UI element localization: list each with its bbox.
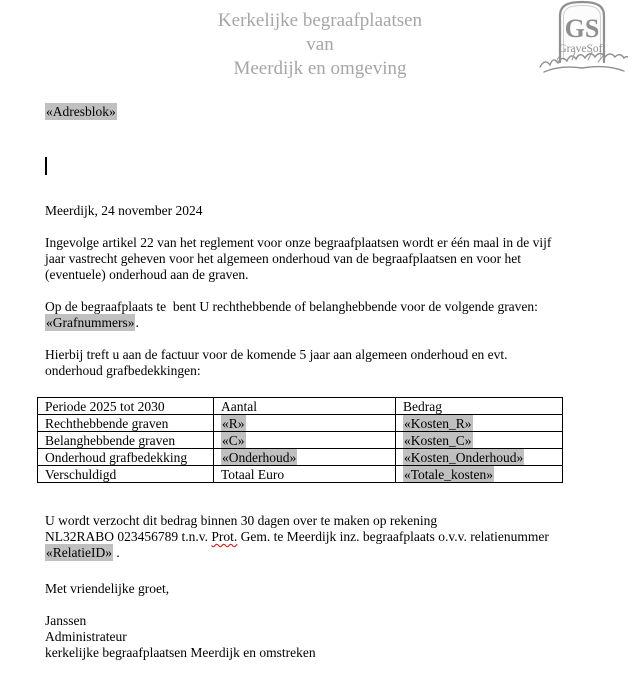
paragraph-line: jaar vastrecht geheven voor het algemeen onderhoud van de begraafplaatsen en voor het [45, 251, 522, 266]
kosten-r-merge-field[interactable]: «Kosten_R» [404, 415, 472, 431]
table-header-row [38, 398, 563, 415]
cell-aantal [214, 415, 396, 432]
letterhead-title-line2: van [306, 34, 334, 55]
cell-bedrag [396, 449, 563, 466]
paragraph-line: Hierbij treft u aan de factuur voor de komende 5 jaar aan algemeen onderhoud en evt. [45, 347, 508, 362]
cell-aantal: Totaal Euro [214, 466, 396, 483]
relatieid-merge-field[interactable]: «RelatieID» [46, 545, 112, 560]
signature-name: Janssen [45, 613, 87, 628]
paragraph-line: onderhoud grafbedekkingen: [45, 363, 201, 378]
paragraph-payment [45, 513, 610, 561]
r-merge-field[interactable]: «R» [222, 415, 245, 431]
text-after-field: . [135, 315, 139, 330]
cell-bedrag [396, 466, 563, 483]
c-merge-field[interactable]: «C» [222, 432, 245, 448]
bank-account-text-rest: Gem. te Meerdijk inz. begraafplaats o.v.v. relatienummer [237, 529, 549, 544]
onderhoud-merge-field[interactable]: «Onderhoud» [222, 449, 297, 465]
table-row [38, 432, 563, 449]
totale-kosten-merge-field[interactable]: «Totale_kosten» [404, 466, 494, 482]
paragraph-line: Op de begraafplaats te bent U rechthebbende of belanghebbende voor de volgende graven: [45, 299, 538, 314]
cell-label: Belanghebbende graven [38, 432, 214, 449]
table-row [38, 449, 563, 466]
paragraph-vastrecht [45, 235, 610, 283]
table-row [38, 415, 563, 432]
paragraph-factuur [45, 347, 610, 379]
table-row [38, 466, 563, 483]
bank-account-text: NL32RABO 023456789 t.n.v. [45, 529, 212, 544]
closing-salutation: Met vriendelijke groet, [45, 581, 170, 596]
logo-initials: GS [564, 14, 600, 43]
cell-label: Rechthebbende graven [38, 415, 214, 432]
text-after-field: . [112, 545, 120, 560]
signature-block [45, 613, 610, 661]
cell-label: Verschuldigd [38, 466, 214, 483]
signature-org: kerkelijke begraafplaatsen Meerdijk en omstreken [45, 645, 316, 660]
paragraph-line [45, 545, 610, 561]
paragraph-line: U wordt verzocht dit bedrag binnen 30 dagen over te maken op rekening [45, 513, 438, 528]
misspelled-word: Prot. [211, 529, 238, 544]
kosten-onderhoud-merge-field[interactable]: «Kosten_Onderhoud» [404, 449, 524, 465]
grafnummers-merge-field[interactable]: «Grafnummers» [46, 315, 135, 330]
paragraph-line: Ingevolge artikel 22 van het reglement voor onze begraafplaatsen wordt er één maal in de vijf [45, 235, 552, 250]
cell-aantal [214, 432, 396, 449]
letterhead-title-line3: Meerdijk en omgeving [233, 58, 407, 79]
text-cursor [45, 157, 47, 175]
cell-label: Onderhoud grafbedekking [38, 449, 214, 466]
paragraph-line [45, 315, 610, 331]
paragraph-graven [45, 299, 610, 331]
logo-name: GraveSoft [558, 43, 606, 55]
adresblok-merge-field[interactable]: «Adresblok» [46, 104, 116, 119]
letter-body [45, 104, 610, 661]
kosten-c-merge-field[interactable]: «Kosten_C» [404, 432, 472, 448]
cell-bedrag [396, 415, 563, 432]
invoice-table [37, 397, 563, 483]
date-line: Meerdijk, 24 november 2024 [45, 203, 203, 218]
signature-role: Administrateur [45, 629, 127, 644]
paragraph-line: (eventuele) onderhoud aan de graven. [45, 267, 249, 282]
paragraph-line [45, 529, 610, 545]
empty-paragraph [45, 157, 610, 176]
cell-bedrag [396, 432, 563, 449]
address-block-line [45, 104, 610, 120]
column-header-periode: Periode 2025 tot 2030 [38, 398, 214, 415]
column-header-aantal: Aantal [214, 398, 396, 415]
cell-aantal [214, 449, 396, 466]
gravesoft-logo [536, 0, 628, 78]
column-header-bedrag: Bedrag [396, 398, 563, 415]
letterhead-title-line1: Kerkelijke begraafplaatsen [217, 10, 423, 31]
